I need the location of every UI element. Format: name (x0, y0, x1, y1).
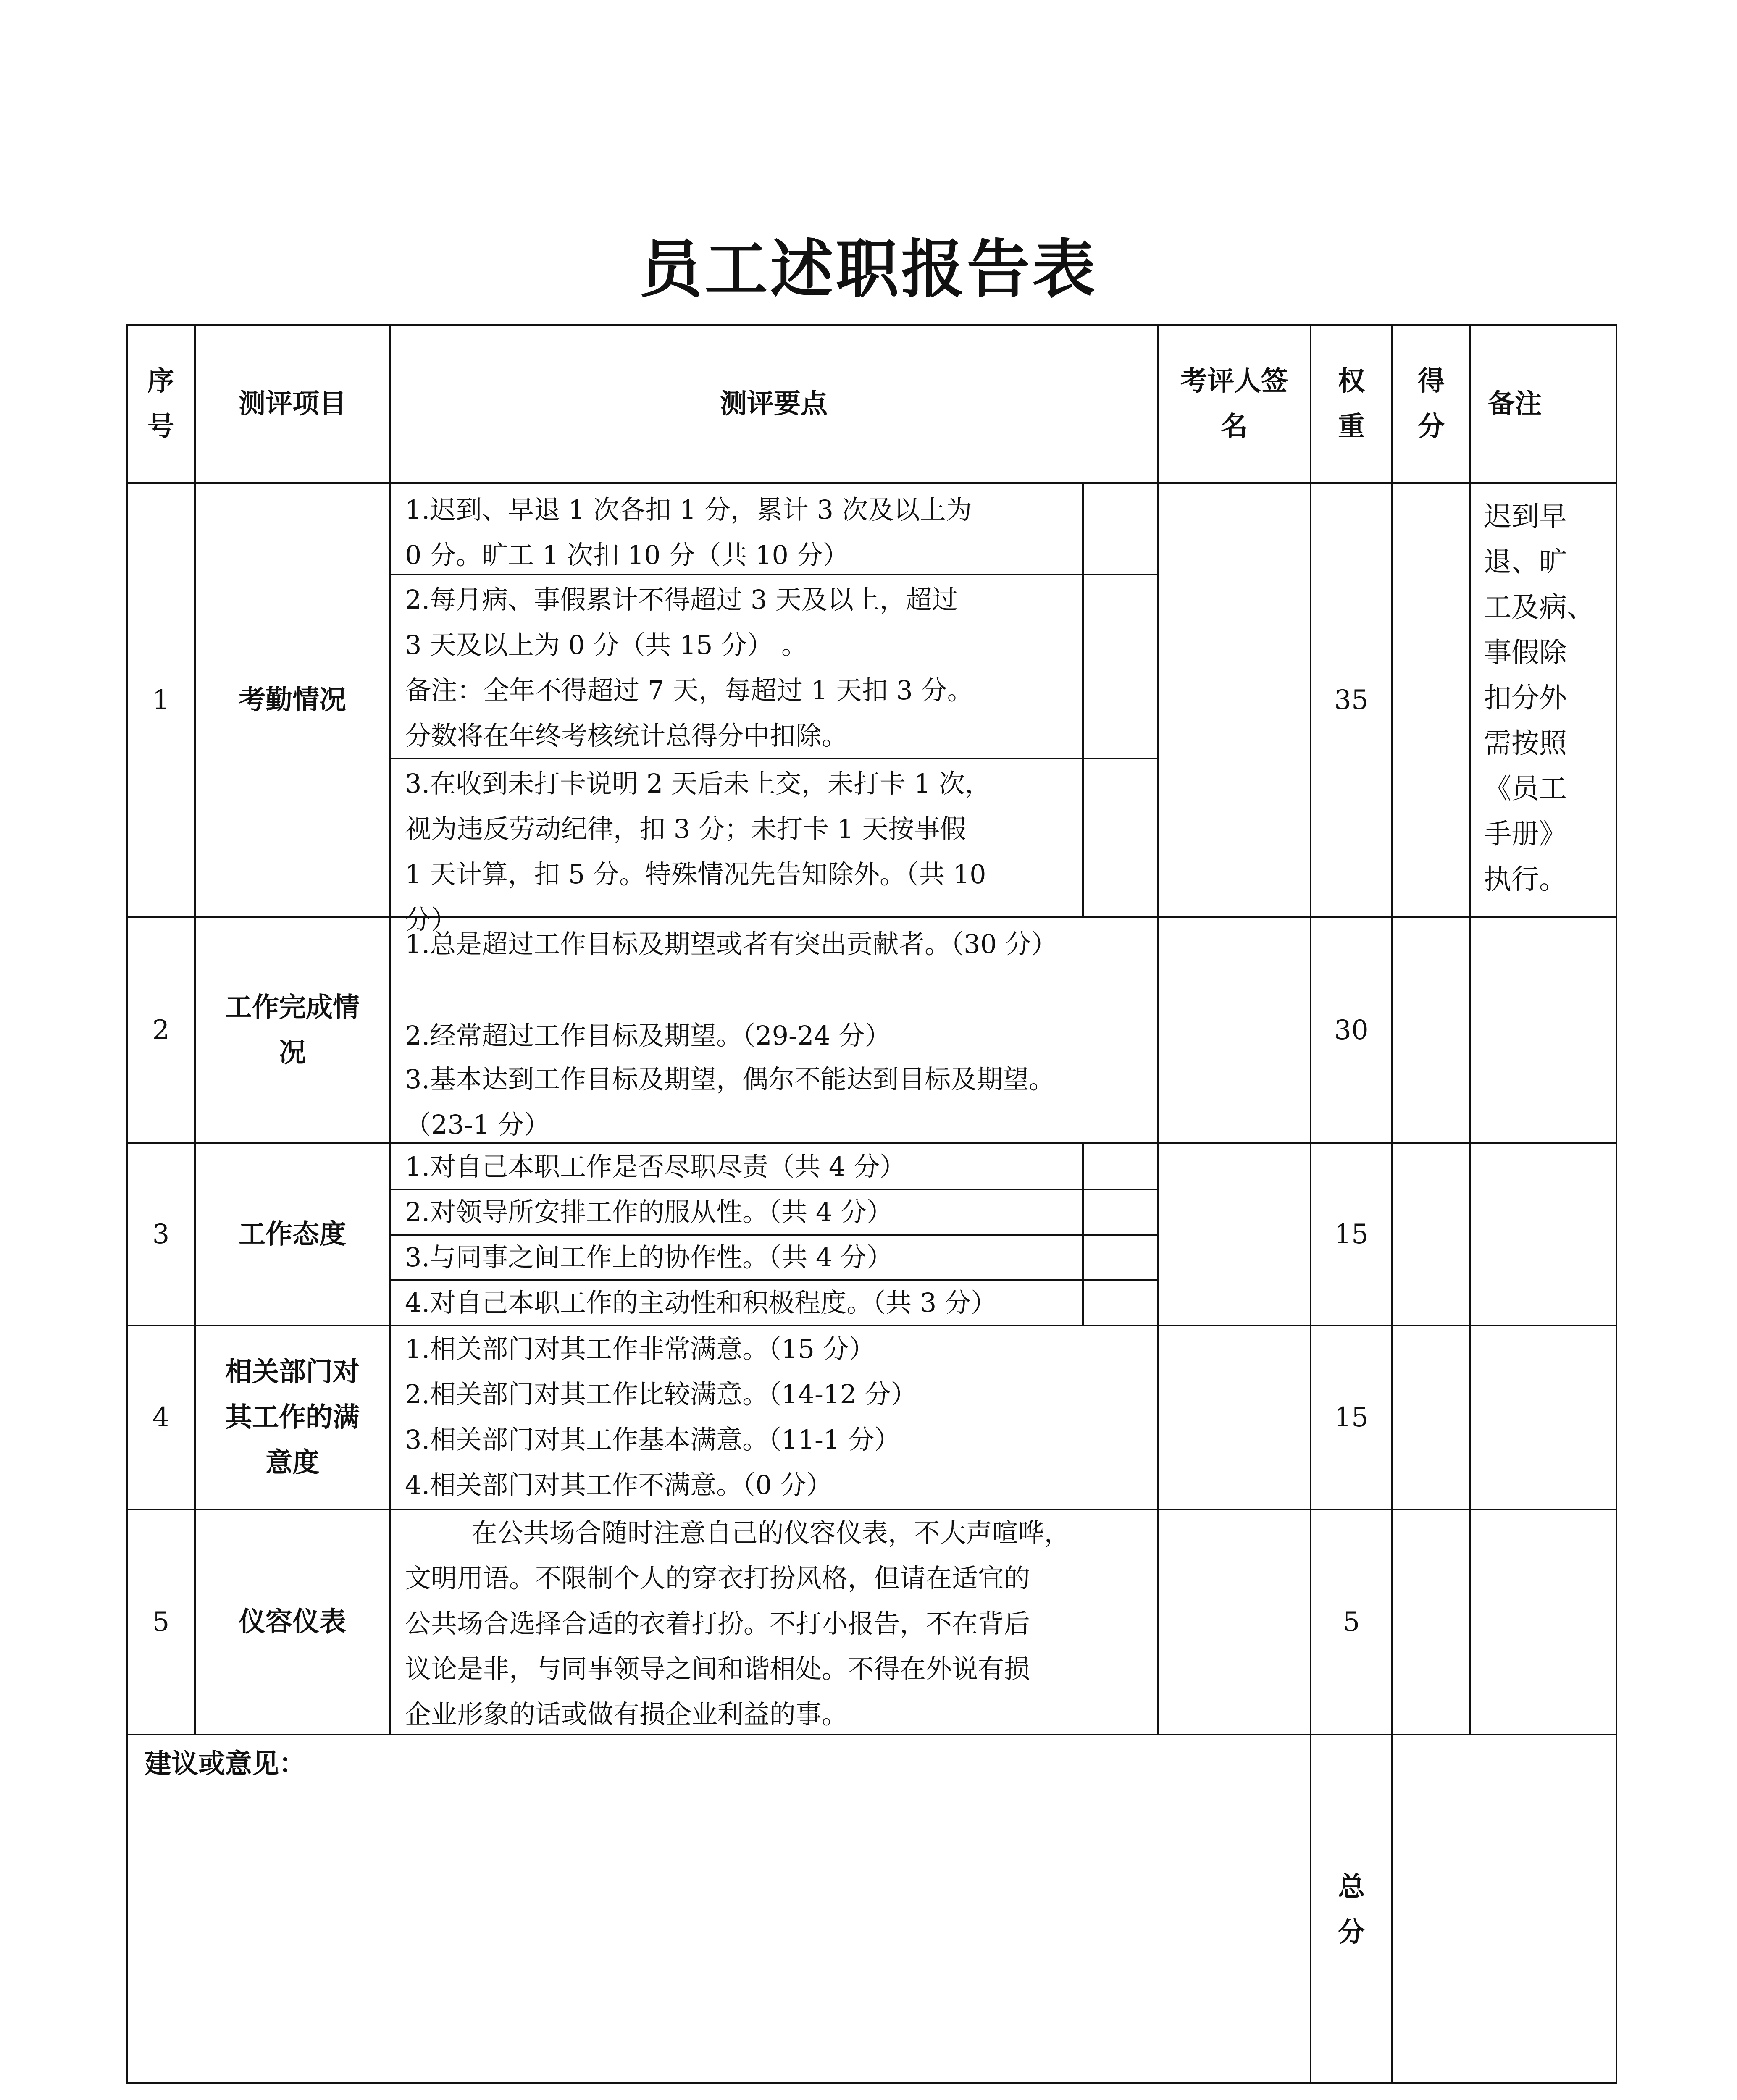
header-item: 测评项目 (239, 388, 346, 420)
col-divider-score (1469, 326, 1471, 1735)
row5-point-1: 在公共场合随时注意自己的仪容仪表，不大声喧哗， 文明用语。不限制个人的穿衣打扮风格，但请在适宜的 公共场合选择合适的衣着打扮。不打小报告，不在背后 议论是非，与同事领导之间和谐相处。不得在外说有损 企业形象的话或做有损企业利益的事。 (405, 1517, 1070, 1730)
row1-weight: 35 (1334, 685, 1369, 716)
appraisal-table (126, 324, 1617, 2084)
row1-point-1: 1.迟到、早退 1 次各扣 1 分，累计 3 次及以上为 0 分。旷工 1 次扣 10 分（共 10 分） (405, 494, 972, 570)
suggestion-label: 建议或意见： (145, 1748, 306, 1780)
header-seq: 序 号 (147, 366, 174, 442)
total-score-label: 总 分 (1338, 1872, 1365, 1948)
row3-weight: 15 (1334, 1219, 1369, 1250)
row1-note: 迟到早 退、旷 工及病、 事假除 扣分外 需按照 《员工 手册》 执行。 (1484, 500, 1595, 895)
row2-point-3: 3.基本达到工作目标及期望，偶尔不能达到目标及期望。 （23-1 分） (405, 1064, 1055, 1140)
page-title: 员工述职报告表 (639, 233, 1098, 306)
col-divider-points (1157, 326, 1159, 1735)
row4-point-3: 3.相关部门对其工作基本满意。（11-1 分） (405, 1424, 901, 1455)
row5-seq: 5 (152, 1606, 170, 1638)
row2-point-1: 1.总是超过工作目标及期望或者有突出贡献者。（30 分） (405, 929, 1057, 959)
row3-point-3: 3.与同事之间工作上的协作性。（共 4 分） (405, 1242, 893, 1273)
row3-seq: 3 (152, 1219, 170, 1250)
row4-point-1: 1.相关部门对其工作非常满意。（15 分） (405, 1334, 875, 1364)
row2-seq: 2 (152, 1015, 170, 1046)
row3-item: 工作态度 (239, 1219, 346, 1250)
row1-point-3: 3.在收到未打卡说明 2 天后未上交，未打卡 1 次， 视为违反劳动纪律，扣 3 分；未打卡 1 天按事假 1 天计算，扣 5 分。特殊情况先告知除外。（共 10 分） (405, 768, 991, 935)
row3-point-2: 2.对领导所安排工作的服从性。（共 4 分） (405, 1197, 893, 1227)
header-score: 得 分 (1418, 366, 1445, 442)
col-divider-weight (1391, 326, 1393, 2084)
row2-point-2: 2.经常超过工作目标及期望。（29-24 分） (405, 1020, 891, 1051)
row4-point-2: 2.相关部门对其工作比较满意。（14-12 分） (405, 1379, 917, 1410)
header-note: 备注 (1488, 388, 1542, 420)
row5-item: 仪容仪表 (239, 1606, 346, 1638)
row1-seq: 1 (152, 685, 170, 716)
row5-weight: 5 (1343, 1606, 1360, 1638)
col-divider-item (389, 326, 391, 1735)
row2-weight: 30 (1334, 1015, 1369, 1046)
subscore-col-row1 (1082, 484, 1084, 918)
row1-point-2: 2.每月病、事假累计不得超过 3 天及以上，超过 3 天及以上为 0 分（共 15 分） 。 备注：全年不得超过 7 天，每超过 1 天扣 3 分。 分数将在年终考核统计总得分中扣除。 (405, 584, 973, 751)
row2-item: 工作完成情 况 (225, 992, 360, 1068)
row3-point-1: 1.对自己本职工作是否尽职尽责（共 4 分） (405, 1151, 906, 1182)
header-points: 测评要点 (720, 388, 828, 420)
row4-weight: 15 (1334, 1402, 1369, 1433)
row4-seq: 4 (152, 1402, 170, 1433)
row1-item: 考勤情况 (239, 685, 346, 716)
row3-point-4: 4.对自己本职工作的主动性和积极程度。（共 3 分） (405, 1287, 997, 1318)
row4-item: 相关部门对 其工作的满 意度 (225, 1357, 360, 1478)
header-weight: 权 重 (1338, 366, 1365, 442)
row4-point-4: 4.相关部门对其工作不满意。（0 分） (405, 1470, 833, 1500)
header-signer: 考评人签 名 (1180, 366, 1288, 442)
